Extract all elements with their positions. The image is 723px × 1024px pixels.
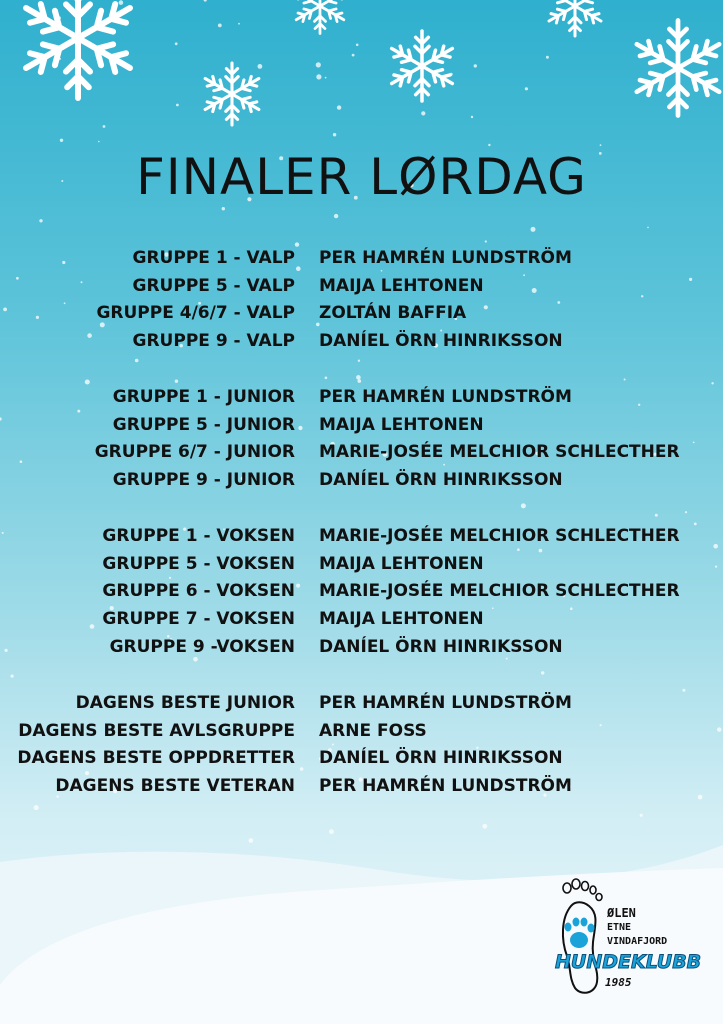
category-label: GRUPPE 6/7 - JUNIOR bbox=[94, 442, 295, 463]
finals-row bbox=[0, 439, 723, 467]
finals-section bbox=[0, 523, 723, 661]
snowflake-icon bbox=[632, 20, 723, 115]
judge-name: DANÍEL ÖRN HINRIKSSON bbox=[319, 331, 563, 352]
judge-name: PER HAMRÉN LUNDSTRÖM bbox=[319, 248, 572, 268]
category-label: GRUPPE 5 - VOKSEN bbox=[102, 553, 295, 574]
category-label: GRUPPE 9 - VALP bbox=[132, 331, 295, 352]
finals-row bbox=[0, 690, 723, 718]
logo-line-etne: ETNE bbox=[607, 922, 632, 933]
finals-row bbox=[0, 300, 723, 328]
category-label: GRUPPE 5 - VALP bbox=[132, 275, 295, 296]
logo-line-vindafjord: VINDAFJORD bbox=[607, 936, 668, 947]
category-label: DAGENS BESTE OPPDRETTER bbox=[17, 748, 295, 769]
finals-row bbox=[0, 634, 723, 662]
judge-name: DANÍEL ÖRN HINRIKSSON bbox=[319, 748, 563, 769]
snowflake-icon bbox=[202, 63, 262, 125]
logo-line-olen: ØLEN bbox=[607, 906, 636, 920]
judge-name: MARIE-JOSÉE MELCHIOR SCHLECTHER bbox=[319, 442, 680, 463]
finals-row bbox=[0, 245, 723, 273]
finals-row bbox=[0, 328, 723, 356]
finals-section bbox=[0, 690, 723, 801]
snowflake-icon bbox=[546, 0, 604, 36]
judge-name: MARIE-JOSÉE MELCHIOR SCHLECTHER bbox=[319, 526, 680, 546]
judge-name: MAIJA LEHTONEN bbox=[319, 609, 484, 630]
finals-row bbox=[0, 578, 723, 606]
category-label: GRUPPE 6 - VOKSEN bbox=[102, 581, 295, 602]
judge-name: MAIJA LEHTONEN bbox=[319, 275, 484, 296]
page-title: FINALER LØRDAG bbox=[136, 148, 587, 206]
finals-section bbox=[0, 384, 723, 495]
category-label: GRUPPE 9 - JUNIOR bbox=[112, 470, 295, 491]
finals-row bbox=[0, 551, 723, 579]
judge-name: PER HAMRÉN LUNDSTRÖM bbox=[319, 776, 572, 797]
category-label: GRUPPE 9 -VOKSEN bbox=[109, 636, 295, 657]
snowflake-icon bbox=[293, 0, 346, 34]
club-logo bbox=[555, 878, 715, 998]
finals-section bbox=[0, 245, 723, 356]
category-label: GRUPPE 7 - VOKSEN bbox=[102, 609, 295, 630]
finals-row bbox=[0, 745, 723, 773]
category-label: GRUPPE 5 - JUNIOR bbox=[112, 414, 295, 435]
finals-row bbox=[0, 773, 723, 801]
finals-row bbox=[0, 606, 723, 634]
judge-name: DANÍEL ÖRN HINRIKSSON bbox=[319, 470, 563, 491]
finals-row bbox=[0, 523, 723, 551]
category-label: DAGENS BESTE VETERAN bbox=[55, 776, 295, 797]
finals-row bbox=[0, 718, 723, 746]
category-label: GRUPPE 4/6/7 - VALP bbox=[96, 303, 295, 324]
judge-name: ZOLTÁN BAFFIA bbox=[319, 303, 467, 324]
snowflake-icon bbox=[20, 0, 136, 98]
category-label: GRUPPE 1 - JUNIOR bbox=[112, 387, 295, 407]
judge-name: MAIJA LEHTONEN bbox=[319, 414, 484, 435]
category-label: DAGENS BESTE AVLSGRUPPE bbox=[18, 720, 295, 741]
judge-name: MAIJA LEHTONEN bbox=[319, 553, 484, 574]
judge-name: MARIE-JOSÉE MELCHIOR SCHLECTHER bbox=[319, 581, 680, 602]
category-label: GRUPPE 1 - VALP bbox=[132, 248, 295, 268]
finals-row bbox=[0, 467, 723, 495]
finals-row bbox=[0, 273, 723, 301]
judge-name: PER HAMRÉN LUNDSTRÖM bbox=[319, 693, 572, 713]
finals-row bbox=[0, 412, 723, 440]
logo-year: 1985 bbox=[605, 976, 632, 989]
category-label: GRUPPE 1 - VOKSEN bbox=[102, 526, 295, 546]
judge-name: ARNE FOSS bbox=[319, 720, 427, 741]
judge-name: DANÍEL ÖRN HINRIKSSON bbox=[319, 636, 563, 657]
finals-row bbox=[0, 384, 723, 412]
judge-name: PER HAMRÉN LUNDSTRÖM bbox=[319, 387, 572, 407]
category-label: DAGENS BESTE JUNIOR bbox=[75, 693, 295, 713]
snowflake-icon bbox=[388, 31, 456, 101]
logo-hundeklubb: HUNDEKLUBB bbox=[555, 951, 702, 973]
